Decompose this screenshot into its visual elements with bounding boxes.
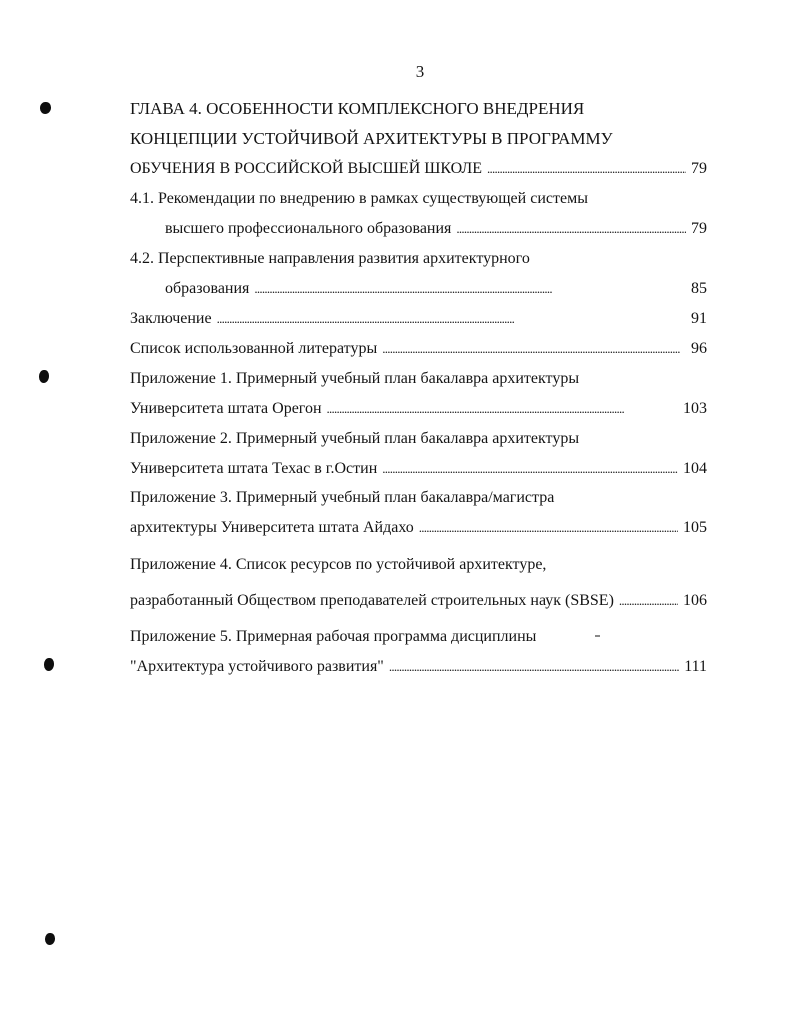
toc-entry-appendix-2[interactable] bbox=[130, 459, 707, 479]
toc-page-number: 79 bbox=[691, 160, 707, 177]
toc-page-number: 103 bbox=[683, 400, 707, 417]
toc-page-number: 79 bbox=[691, 220, 707, 237]
toc-entry-title: Заключение bbox=[130, 310, 212, 327]
toc-entry-title: архитектуры Университета штата Айдахо bbox=[130, 519, 414, 536]
dot-leader bbox=[419, 518, 678, 538]
toc-page-number: 85 bbox=[691, 280, 707, 297]
toc-entry-section-4-1[interactable] bbox=[165, 219, 707, 239]
binder-hole-mark bbox=[39, 370, 49, 383]
dot-leader bbox=[389, 657, 679, 677]
binder-hole-mark bbox=[44, 658, 54, 671]
toc-entry-title: "Архитектура устойчивого развития" bbox=[130, 658, 384, 675]
toc-entry-title: Университета штата Орегон bbox=[130, 400, 322, 417]
dot-leader bbox=[217, 309, 686, 329]
page-number: 3 bbox=[415, 62, 425, 81]
toc-entry-title: ОБУЧЕНИЯ В РОССИЙСКОЙ ВЫСШЕЙ ШКОЛЕ bbox=[130, 160, 483, 177]
toc-entry-title: Список использованной литературы bbox=[130, 340, 378, 357]
toc-entry-title: высшего профессионального образования bbox=[165, 220, 452, 237]
toc-page-number: 104 bbox=[683, 460, 707, 477]
toc-page-number: 111 bbox=[684, 658, 707, 675]
dot-leader bbox=[254, 279, 686, 299]
dot-leader bbox=[456, 219, 686, 239]
dot-leader bbox=[382, 459, 678, 479]
binder-hole-mark bbox=[40, 102, 51, 114]
toc-entry-appendix-1[interactable] bbox=[130, 399, 707, 419]
toc-appendix-5-line-1: Приложение 5. Примерная рабочая программа дисциплины bbox=[130, 628, 537, 645]
toc-section-4-2-line-1: 4.2. Перспективные направления развития архитектурного bbox=[130, 250, 530, 267]
toc-page-number: 106 bbox=[683, 592, 707, 609]
toc-entry-conclusion[interactable] bbox=[130, 309, 707, 329]
dot-leader bbox=[619, 591, 678, 611]
toc-entry-section-4-2[interactable] bbox=[165, 279, 707, 299]
toc-entry-title: образования bbox=[165, 280, 250, 297]
dot-leader bbox=[327, 399, 678, 419]
toc-entry-title: Университета штата Техас в г.Остин bbox=[130, 460, 378, 477]
toc-chapter-heading-line-1: ГЛАВА 4. ОСОБЕННОСТИ КОМПЛЕКСНОГО ВНЕДРЕНИЯ bbox=[130, 99, 585, 118]
toc-appendix-4-line-1: Приложение 4. Список ресурсов по устойчивой архитектуре, bbox=[130, 556, 547, 573]
toc-entry-chapter-4[interactable] bbox=[130, 159, 707, 179]
toc-page-number: 91 bbox=[691, 310, 707, 327]
scan-speck bbox=[595, 635, 600, 637]
toc-section-4-1-line-1: 4.1. Рекомендации по внедрению в рамках существующей системы bbox=[130, 190, 588, 207]
toc-page-number: 105 bbox=[683, 519, 707, 536]
toc-entry-bibliography[interactable] bbox=[130, 339, 707, 359]
toc-entry-appendix-3[interactable] bbox=[130, 518, 707, 538]
toc-entry-title: разработанный Обществом преподавателей строительных наук (SBSE) bbox=[130, 592, 614, 609]
toc-appendix-1-line-1: Приложение 1. Примерный учебный план бакалавра архитектуры bbox=[130, 370, 580, 387]
toc-entry-appendix-4[interactable] bbox=[130, 591, 707, 611]
binder-hole-mark bbox=[45, 933, 55, 945]
toc-chapter-heading-line-2: КОНЦЕПЦИИ УСТОЙЧИВОЙ АРХИТЕКТУРЫ В ПРОГРАММУ bbox=[130, 129, 613, 148]
toc-appendix-2-line-1: Приложение 2. Примерный учебный план бакалавра архитектуры bbox=[130, 430, 580, 447]
toc-entry-appendix-5[interactable] bbox=[130, 657, 707, 677]
toc-appendix-3-line-1: Приложение 3. Примерный учебный план бакалавра/магистра bbox=[130, 489, 555, 506]
toc-page-number: 96 bbox=[691, 340, 707, 357]
dot-leader bbox=[487, 159, 686, 179]
dot-leader bbox=[382, 339, 686, 359]
